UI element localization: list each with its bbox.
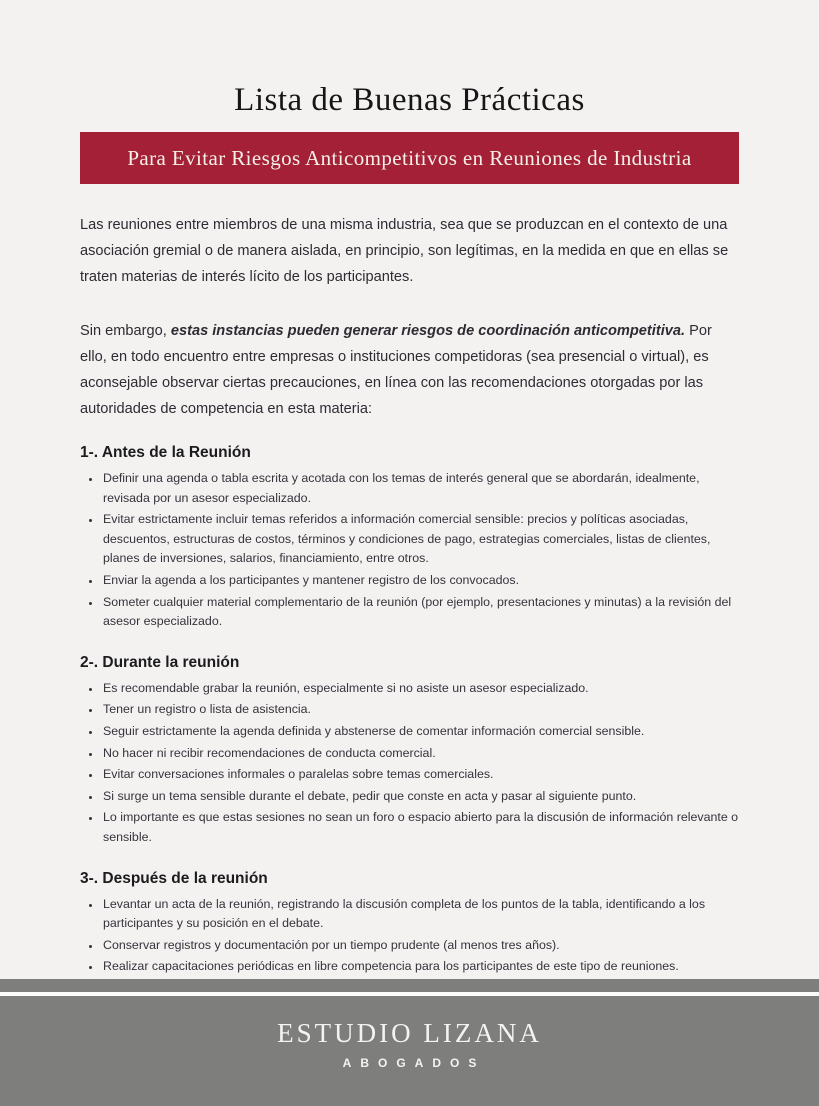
- bullet-item: • Definir una agenda o tabla escrita y acotada con los temas de interés general que se abordarán, idealmente, revisada por un asesor especializado.: [101, 469, 739, 508]
- section-before-meeting: [80, 444, 739, 632]
- document-body: [0, 82, 819, 1018]
- bullet-item: • Tener un registro o lista de asistencia.: [101, 700, 739, 720]
- bullet-item: • Conservar registros y documentación por un tiempo prudente (al menos tres años).: [101, 936, 739, 956]
- brand-tagline: ABOGADOS: [342, 1056, 486, 1070]
- bullet-item: • Evitar estrictamente incluir temas referidos a información comercial sensible: precios y políticas asociadas, descuentos, estructuras de costos, términos y condiciones de pago, estrategias comerciales, listas de clientes, planes de inversiones, salarios, financiamiento, entre otros.: [101, 510, 739, 569]
- bullet-item: • Es recomendable grabar la reunión, especialmente si no asiste un asesor especializado.: [101, 679, 739, 699]
- bullet-item: • Evitar conversaciones informales o paralelas sobre temas comerciales.: [101, 765, 739, 785]
- intro-paragraph-1: Las reuniones entre miembros de una misma industria, sea que se produzcan en el contexto de una asociación gremial o de manera aislada, en principio, son legítimas, en la medida en que en ellas se traten materias de interés lícito de los participantes.: [80, 217, 729, 285]
- subtitle-banner: [80, 132, 739, 184]
- footer-top-bar: [0, 979, 819, 992]
- intro-paragraph-2-suffix: Por ello, en todo encuentro entre empresas o instituciones competidoras (sea presencial o virtual), es aconsejable observar ciertas precauciones, en línea con las recomendaciones otorgadas por las autoridades de competencia en esta materia:: [80, 323, 712, 417]
- bullet-list-during-meeting: [80, 679, 739, 848]
- footer: [0, 979, 819, 1106]
- bullet-item: • Si surge un tema sensible durante el debate, pedir que conste en acta y pasar al siguiente punto.: [101, 787, 739, 807]
- bullet-item: • Someter cualquier material complementario de la reunión (por ejemplo, presentaciones y minutas) a la revisión del asesor especializado.: [101, 593, 739, 632]
- brand-name: ESTUDIO LIZANA: [277, 1018, 542, 1048]
- page-title: Lista de Buenas Prácticas: [234, 82, 585, 118]
- bullet-item: • Lo importante es que estas sesiones no sean un foro o espacio abierto para la discusión de información relevante o sensible.: [101, 808, 739, 847]
- intro-paragraph-2: [80, 318, 739, 422]
- bullet-item: • Seguir estrictamente la agenda definida y abstenerse de comentar información comercial sensible.: [101, 722, 739, 742]
- bullet-item: • Realizar capacitaciones periódicas en libre competencia para los participantes de este tipo de reuniones.: [101, 957, 739, 977]
- intro-paragraph-2-prefix: Sin embargo,: [80, 323, 171, 339]
- section-heading-after-meeting: 3-. Después de la reunión: [80, 869, 268, 887]
- section-heading-during-meeting: 2-. Durante la reunión: [80, 653, 240, 671]
- section-during-meeting: [80, 654, 739, 848]
- bullet-item: • Enviar la agenda a los participantes y mantener registro de los convocados.: [101, 571, 739, 591]
- intro-paragraph-2-emphasis: estas instancias pueden generar riesgos de coordinación anticompetitiva.: [170, 323, 686, 339]
- bullet-item: • No hacer ni recibir recomendaciones de conducta comercial.: [101, 744, 739, 764]
- subtitle-banner-text: Para Evitar Riesgos Anticompetitivos en Reuniones de Industria: [127, 145, 692, 170]
- footer-logo-area: [0, 996, 819, 1106]
- section-heading-before-meeting: 1-. Antes de la Reunión: [80, 444, 251, 461]
- bullet-item: • Levantar un acta de la reunión, registrando la discusión completa de los puntos de la tabla, identificando a los participantes y su posición en el debate.: [101, 895, 739, 934]
- bullet-list-before-meeting: [80, 469, 739, 632]
